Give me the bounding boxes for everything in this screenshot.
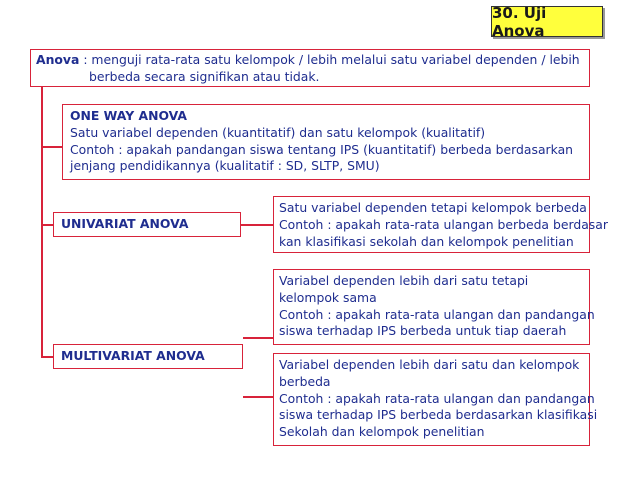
- multivariat-label-box: MULTIVARIAT ANOVA: [53, 344, 243, 369]
- multivariat-desc-box-2: [273, 353, 598, 446]
- one-way-line-2: Contoh : apakah pandangan siswa tentang IPS (kuantitatif) berbeda berdasarkan: [70, 141, 574, 157]
- one-way-line-1: Satu variabel dependen (kuantitatif) dan satu kelompok (kualitatif): [70, 124, 486, 140]
- connector-oneway: [41, 146, 62, 148]
- one-way-line-3: jenjang pendidikannya (kualitatif : SD, SLTP, SMU): [70, 158, 380, 174]
- connector-univariat: [41, 224, 53, 226]
- definition-text-1: : menguji rata-rata satu kelompok / lebih melalui satu variabel dependen / lebih: [79, 52, 580, 67]
- univariat-line-1: Satu variabel dependen tetapi kelompok berbeda: [279, 200, 587, 215]
- connector-multi-upper: [243, 337, 273, 339]
- definition-line-1: [36, 52, 589, 69]
- univariat-line-2: Contoh : apakah rata-rata ulangan berbeda berdasar: [279, 216, 608, 232]
- univariat-line-3: kan klasifikasi sekolah dan kelompok penelitian: [279, 233, 574, 249]
- multi2-line-4: siswa terhadap IPS berbeda berdasarkan klasifikasi: [279, 407, 598, 423]
- definition-line-2: berbeda secara signifikan atau tidak.: [89, 68, 320, 84]
- definition-box: [30, 49, 590, 87]
- multi1-line-2: kelompok sama: [279, 289, 377, 305]
- definition-term: Anova: [36, 52, 80, 67]
- multi2-line-5: Sekolah dan kelompok penelitian: [279, 424, 485, 440]
- one-way-anova-box: [62, 104, 590, 180]
- multivariat-desc-box-1: [273, 269, 595, 345]
- slide-title: 30. Uji Anova: [491, 6, 603, 37]
- univariat-desc-box: [273, 196, 608, 253]
- multi2-line-2: berbeda: [279, 373, 331, 389]
- connector-multivariat: [41, 356, 53, 358]
- connector-trunk: [41, 87, 43, 357]
- multi1-line-1: Variabel dependen lebih dari satu tetapi: [279, 273, 529, 288]
- multi1-line-3: Contoh : apakah rata-rata ulangan dan pandangan: [279, 306, 595, 322]
- univariat-label-box: UNIVARIAT ANOVA: [53, 212, 241, 237]
- connector-univariat-right: [241, 224, 273, 226]
- connector-multi-lower: [243, 396, 273, 398]
- multi1-line-4: siswa terhadap IPS berbeda untuk tiap daerah: [279, 323, 567, 339]
- multi2-line-1: Variabel dependen lebih dari satu dan kelompok: [279, 357, 580, 372]
- multi2-line-3: Contoh : apakah rata-rata ulangan dan pandangan: [279, 390, 595, 406]
- one-way-heading: ONE WAY ANOVA: [70, 108, 187, 123]
